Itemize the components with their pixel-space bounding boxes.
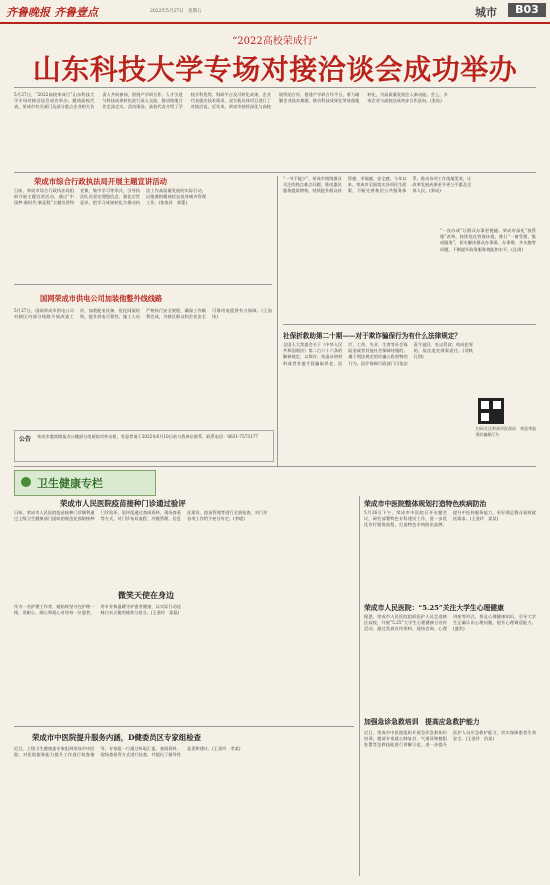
health-b-headline: 微笑天使在身边 xyxy=(118,590,174,600)
left-a-body xyxy=(14,188,272,278)
health-c-author: (王金玲 孝某) xyxy=(212,746,241,751)
left-a-headline: 荣成市综合行政执法局开展主题宣讲活动 xyxy=(34,177,168,186)
health-d-headline: 荣成市中医院整体规划打造特色疾病防治 xyxy=(364,500,487,508)
health-b-author: (王金玲 姜磊) xyxy=(150,610,180,616)
left-b-text: 5月27日，国网荣成市供电公司对辖区内部分线路开展改造工作，加装配电设备，优化网架结构，提升供电可靠性。施工人员严格执行安全规程，确保工作顺利完成，为辖区群众和企业安全可靠用电提供有力保障。 xyxy=(14,308,262,320)
health-c-text: 近日，上级卫生健康委专家组到荣成市中医院，对医院服务能力提升工作进行检查指导。专家组一行通过听取汇报、查阅资料、现场查看等方式进行检查，并提出了指导性意见和建议。 xyxy=(14,746,213,758)
top-rule xyxy=(14,87,536,88)
health-a-headline: 荣成市人民医院疫苗接种门诊通过验评 xyxy=(60,499,186,508)
mid-headline: 社保折救助第二十期——对于欺诈骗保行为有什么法律规定？ xyxy=(283,332,462,340)
right-top-text: “一节不能少”，荣成市围绕群众关注的热点难点问题，推动惠民服务提质增效，持续提升群众获得感、幸福感、安全感。今年以来，荣成市全面落实各项民生政策，不断完善基层公共服务体系，推动各项工作落地见效，让改革发展成果更多更公平惠及全体人民。 xyxy=(283,176,472,194)
health-d-author: (王金玲 姜某) xyxy=(469,516,499,522)
health-a-author: (李境) xyxy=(233,516,245,522)
health-banner xyxy=(14,470,156,496)
left-b-author: (王洛玮) xyxy=(212,308,272,320)
health-e-body xyxy=(364,614,536,710)
health-e-author: (盛洪) xyxy=(453,626,465,632)
health-d-text: 5月26日下午，荣成市中医院召开专题会议，研究部署特色专科建设工作，进一步优化诊疗服务流程，打造特色专病防治品牌，提升中医药服务能力，更好满足群众看病就医需求。 xyxy=(364,510,536,528)
masthead xyxy=(0,0,550,22)
notice-label: 公告 xyxy=(19,436,32,443)
notice-body: 荣成市港湾路某办公楼部分房屋拟对外出租，有意者请于2022年6月10日前与我单位联系。联系电话：0631-7573177 xyxy=(37,434,259,439)
health-c-body xyxy=(14,746,354,876)
top-body xyxy=(14,92,536,168)
health-banner-icon xyxy=(21,477,31,487)
section-name: 城市 xyxy=(475,6,497,19)
top-author: (张钰) xyxy=(430,98,442,104)
health-a-text: 日前，荣成市人民医院疫苗接种门诊顺利通过上级卫生健康部门组织的规范化预防接种门诊验评。验评组通过查阅资料、现场查看等方式，对门诊布局流程、冷链管理、信息化建设、疫苗管理等进行全面检查，对门诊各项工作给予充分肯定。 xyxy=(14,510,268,522)
health-f-author: (王金玲 伯某) xyxy=(465,736,494,742)
health-f-text: 近日，荣成市中医院组织开展急诊急救知识培训，邀请专家就心肺复苏、气道异物梗阻处置等急救技能进行讲解示范，进一步提升医护人员应急救护能力，切实保障患者生命安全。 xyxy=(364,730,536,748)
health-a-body xyxy=(14,510,354,586)
masthead-logo-b: 齐鲁壹点 xyxy=(54,6,98,19)
right-top-author: (荣成) xyxy=(429,188,441,194)
right-divider-1 xyxy=(283,324,536,325)
page-number-badge xyxy=(508,3,546,17)
health-banner-title: 卫生健康专栏 xyxy=(37,477,103,490)
qr-code xyxy=(478,398,504,424)
health-d-body xyxy=(364,510,536,598)
left-b-headline: 国网荣成市供电公司加装他整外线线路 xyxy=(40,294,163,303)
health-column-divider xyxy=(359,496,360,876)
health-f-headline: 加强急诊急救培训 提高应急救护能力 xyxy=(364,718,480,726)
page-number: B03 xyxy=(515,3,539,16)
health-e-text: 据悉，荣成市人民医院组织医护人员走进辖区高校，开展“5.25”大学生心理健康日宣传活动，通过发放宣传资料、现场咨询、心理讲座等形式，普及心理健康知识，引导大学生正确认识心理问题，提升心理调适能力。 xyxy=(364,614,536,632)
mid-text: 全国人大常委会关于《中华人民共和国刑法》第二百六十六条的解释规定，以欺诈、伪造证明材料或者其他手段骗取养老、医疗、工伤、失业、生育等社会保险金或者其他社会保障待遇的，属于刑法规定的诈骗公私财物的行为。医疗保障行政部门可依法责令退回、处以罚款；构成犯罪的，依法追究刑事责任。 xyxy=(283,342,473,366)
top-kicker: “2022高校荣成行” xyxy=(232,36,318,47)
health-b-body xyxy=(14,604,354,722)
left-a-author: (张家祥 郭蕾) xyxy=(158,200,187,206)
top-headline: 山东科技大学专场对接洽谈会成功举办 xyxy=(32,53,518,86)
notice-box xyxy=(14,430,274,462)
masthead-date: 2022年5月27日 星期五 xyxy=(150,9,202,14)
left-a-text: 日前，荣成市综合行政执法局组织开展主题宣讲活动，通过“中国梦·新时代·新征程”主题宣讲和党课、集中学习等形式，引导执法队员坚定理想信念、强化宗旨意识，把学习成果转化为推动执法工作高质量发展的实际行动，以饱满的精神状态投身城市管理工作。 xyxy=(14,188,206,206)
health-top-rule xyxy=(14,466,536,467)
column-divider xyxy=(277,176,278,466)
left-divider-1 xyxy=(14,284,272,285)
masthead-rule xyxy=(0,22,550,24)
feature-author: (孔琪) xyxy=(511,246,523,252)
masthead-logo-a: 齐鲁晚报 xyxy=(6,6,50,19)
masthead-logo xyxy=(6,4,98,20)
mid-body xyxy=(283,342,478,460)
left-b-body xyxy=(14,308,272,428)
health-divider xyxy=(14,726,354,727)
health-b-text: 作为一名护理工作者，她始终坚守在护理一线，用耐心、细心和爱心对待每一位患者，用专业和温暖守护患者健康，以实际行动诠释白衣天使的使命与担当。 xyxy=(14,604,181,616)
health-e-headline: 荣成市人民医院：“5.25”关注大学生心理健康 xyxy=(364,604,504,612)
qr-caption: 扫码关注荣成市医保局 欢迎举报欺诈骗保行为 xyxy=(476,426,536,438)
top-body-text: 5月27日，“2022高校荣成行”山东科技大学专场对接洽谈会成功举办。邀请高校代表、荣成市有关部门及部分重点企业相关负责人共同参加，围绕产学研合作、人才引进与科技成果转化进行深入交流，推动校地合作走深走实。活动现场，高校代表介绍了学校学科优势、科研平台及可转化成果，企业代表提出技术需求，双方就具体项目进行了对接洽谈。近年来，荣成市持续深化与高校院所的合作，搭建产学研合作平台，着力破解企业技术难题，推动科技成果在荣成落地转化，为高质量发展注入新动能。会上，多家企业与高校达成初步合作意向。 xyxy=(14,92,448,110)
feature-text: “一次办成”让群众办事更便捷。荣成市深化“放管服”改革，持续优化营商环境，推行“一窗受理、集成服务”，切实解决群众办事难、办事慢、多头跑等问题，不断提升政务服务效能和水平。 xyxy=(440,228,536,252)
mid-author: (刘秋 孔琪) xyxy=(413,348,478,360)
top-bottom-rule xyxy=(14,172,536,173)
feature-body xyxy=(440,228,536,320)
health-c-headline: 荣成市中医院提升服务内涵，D健委员区专家组检查 xyxy=(32,733,202,742)
health-f-body xyxy=(364,730,536,876)
